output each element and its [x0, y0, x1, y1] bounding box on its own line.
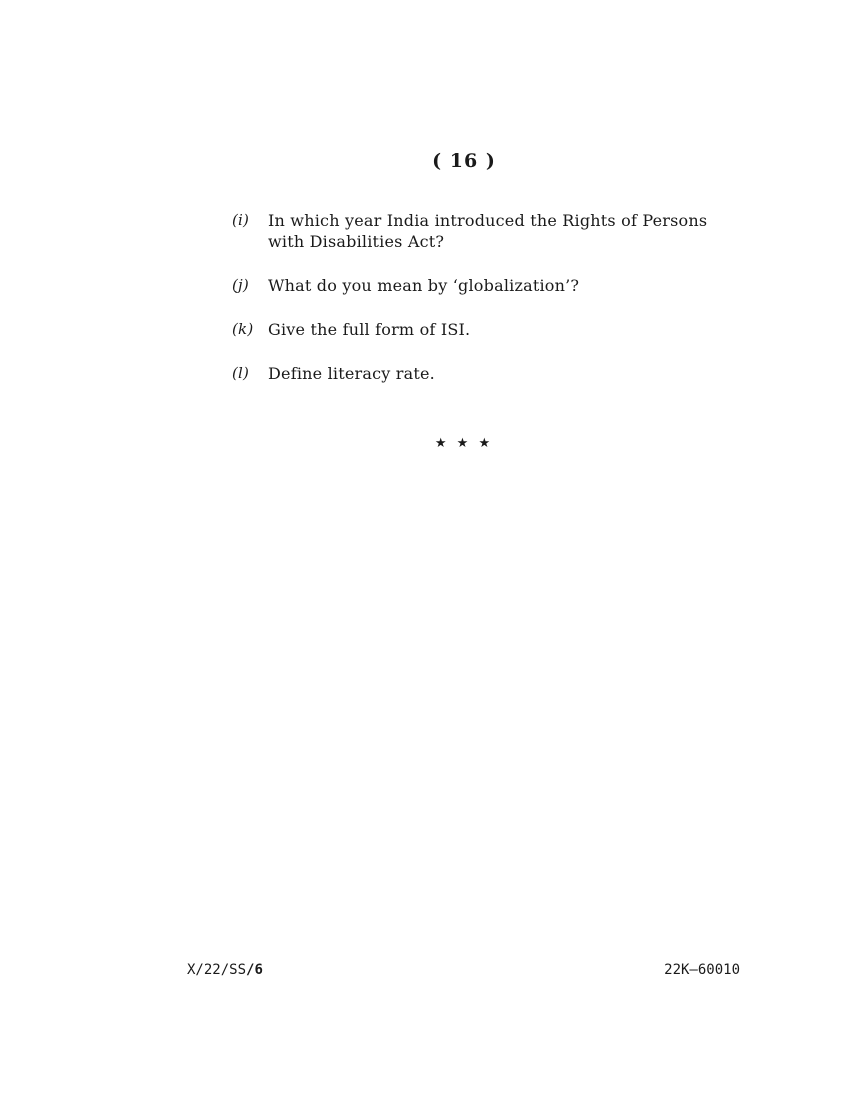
print-code: 22K—60010	[664, 962, 740, 978]
question-item	[232, 210, 712, 252]
question-label: (j)	[232, 276, 249, 294]
question-list	[232, 210, 712, 407]
question-item	[232, 363, 712, 384]
end-of-paper-stars: ★ ★ ★	[434, 436, 494, 451]
question-label: (i)	[232, 211, 250, 229]
question-text: In which year India introduced the Rights of Persons with Disabilities Act?	[268, 211, 708, 251]
question-item	[232, 319, 712, 340]
question-item	[232, 275, 712, 296]
paper-code	[187, 962, 263, 978]
page-number: ( 16 )	[432, 150, 496, 172]
question-label: (k)	[232, 320, 254, 338]
question-text: Define literacy rate.	[268, 364, 435, 383]
question-text: What do you mean by ‘globalization’?	[268, 276, 580, 295]
paper-code-prefix: X/22/SS	[187, 962, 247, 978]
question-text: Give the full form of ISI.	[268, 320, 471, 339]
paper-code-suffix: /6	[246, 962, 263, 978]
question-label: (l)	[232, 364, 250, 382]
